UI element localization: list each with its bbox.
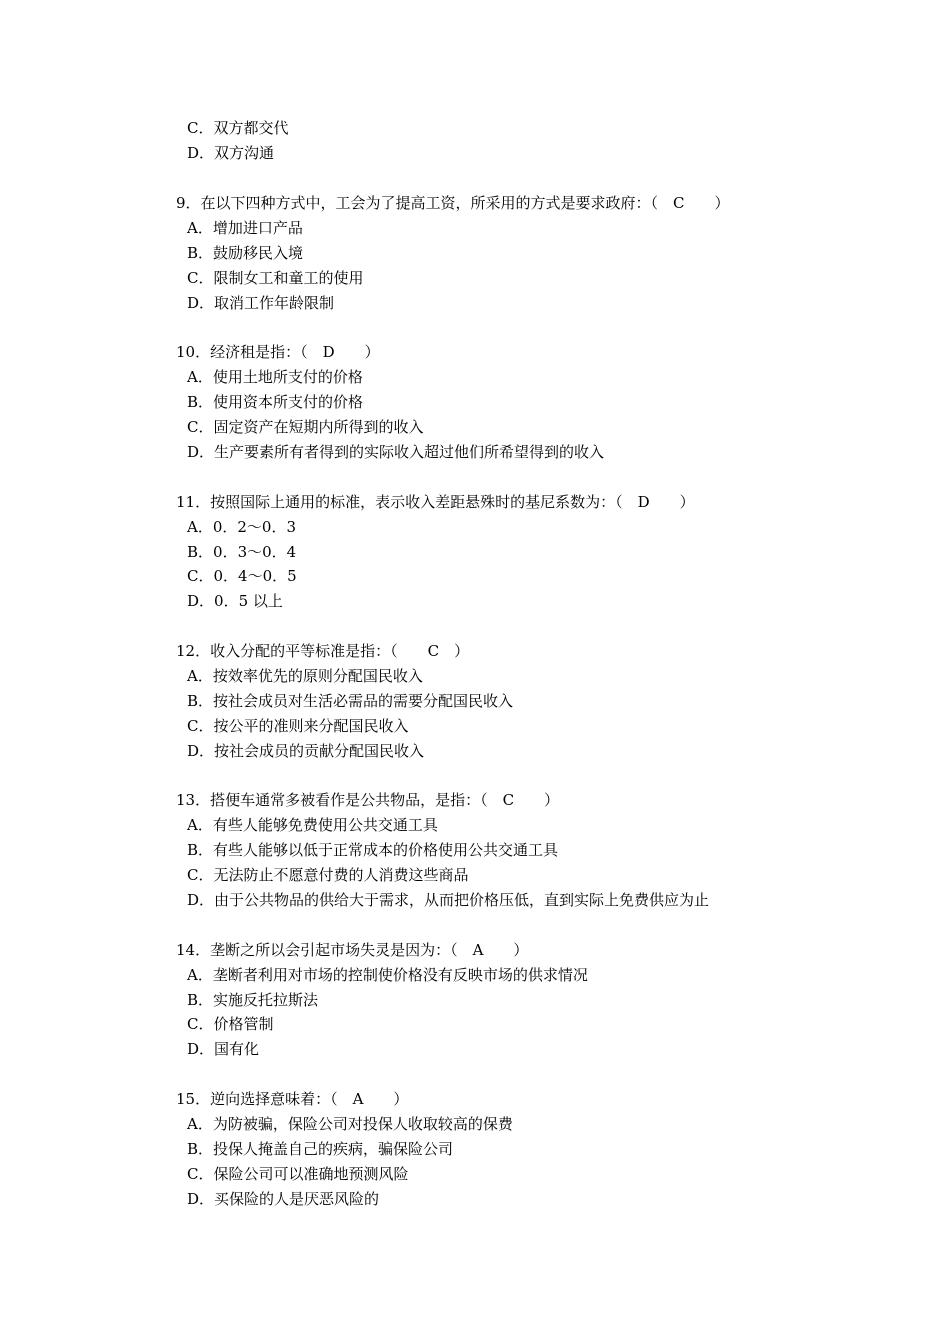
option-text: A．按效率优先的原则分配国民收入 [187,667,423,685]
question-text: 12．收入分配的平等标准是指：（ C ） [176,642,470,660]
question-text: 10．经济租是指：（ D ） [176,343,380,361]
question-text: 11．按照国际上通用的标准，表示收入差距悬殊时的基尼系数为：（ D ） [176,493,695,511]
option-text: C．双方都交代 [187,119,289,137]
option-text: D．按社会成员的贡献分配国民收入 [187,742,425,760]
option-text: C．无法防止不愿意付费的人消费这些商品 [187,866,469,884]
option-text: D．生产要素所有者得到的实际收入超过他们所希望得到的收入 [187,443,605,461]
option-text: B．使用资本所支付的价格 [187,393,364,411]
option-text: C．限制女工和童工的使用 [187,269,364,287]
option-text: B．投保人掩盖自己的疾病，骗保险公司 [187,1140,454,1158]
option-text: B．按社会成员对生活必需品的需要分配国民收入 [187,692,514,710]
option-text: B．有些人能够以低于正常成本的价格使用公共交通工具 [187,841,559,859]
question-text: 13．搭便车通常多被看作是公共物品，是指：（ C ） [176,791,560,809]
option-text: B．实施反托拉斯法 [187,991,319,1009]
option-text: C．0．4～0．5 [187,567,297,585]
option-text: D．双方沟通 [187,144,275,162]
option-text: A．增加进口产品 [187,219,303,237]
option-text: C．按公平的准则来分配国民收入 [187,717,409,735]
option-text: B．鼓励移民入境 [187,244,304,262]
option-text: B．0．3～0．4 [187,543,297,561]
option-text: D．买保险的人是厌恶风险的 [187,1190,380,1208]
option-text: D．国有化 [187,1040,260,1058]
option-text: A．使用土地所支付的价格 [187,368,363,386]
question-text: 15．逆向选择意味着：（ A ） [176,1090,409,1108]
option-text: C．价格管制 [187,1015,274,1033]
option-text: C．保险公司可以准确地预测风险 [187,1165,409,1183]
option-text: D．由于公共物品的供给大于需求，从而把价格压低，直到实际上免费供应为止 [187,891,710,909]
question-text: 14．垄断之所以会引起市场失灵是因为：（ A ） [176,941,529,959]
question-text: 9．在以下四种方式中，工会为了提高工资，所采用的方式是要求政府：（ C ） [176,194,730,212]
option-text: D．取消工作年龄限制 [187,294,335,312]
option-text: A．有些人能够免费使用公共交通工具 [187,816,438,834]
option-text: A．垄断者利用对市场的控制使价格没有反映市场的供求情况 [187,966,588,984]
option-text: A．为防被骗，保险公司对投保人收取较高的保费 [187,1115,513,1133]
option-text: D．0．5 以上 [187,592,283,610]
option-text: A．0．2～0．3 [187,518,297,536]
option-text: C．固定资产在短期内所得到的收入 [187,418,424,436]
